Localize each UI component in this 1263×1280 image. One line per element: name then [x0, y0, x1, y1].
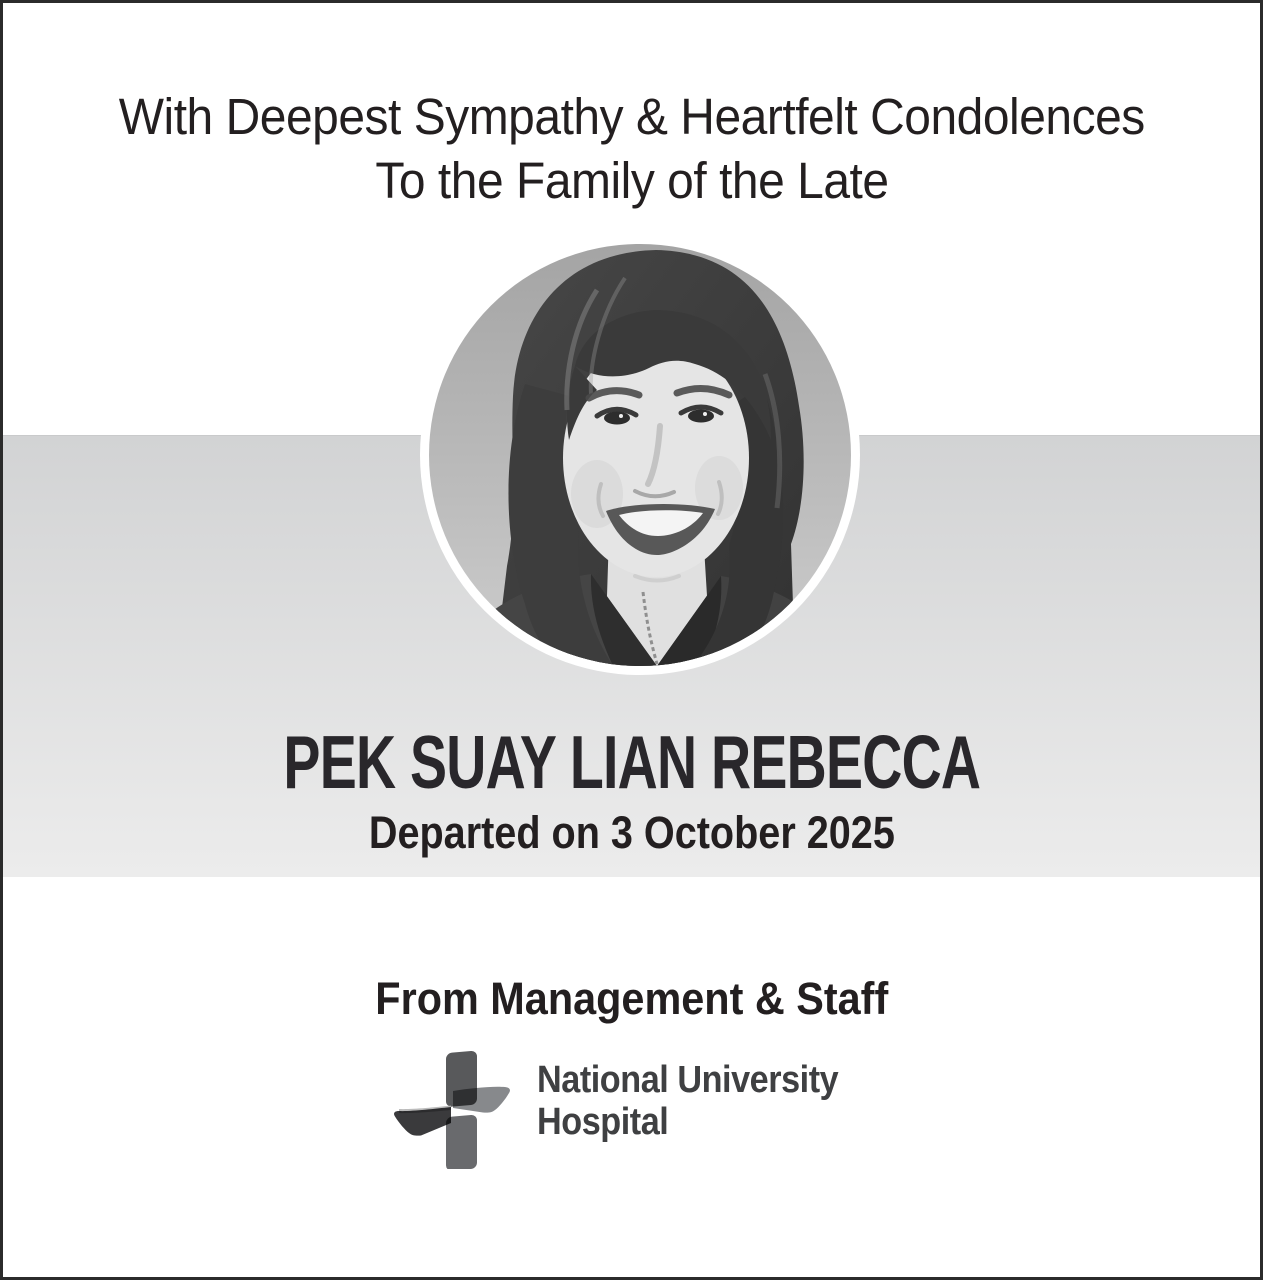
eye-glint-right — [703, 412, 707, 416]
logo-cross-right-leaf — [453, 1087, 510, 1113]
deceased-portrait-photo — [429, 244, 851, 666]
nuh-cross-logo-icon — [391, 1047, 513, 1169]
hospital-name-line-2: Hospital — [537, 1101, 669, 1143]
hospital-name-line-1: National University — [537, 1059, 839, 1101]
deceased-name: PEK SUAY LIAN REBECCA — [283, 720, 980, 804]
header-line-1: With Deepest Sympathy & Heartfelt Condolences — [118, 88, 1145, 145]
logo-cross-left-leaf — [394, 1107, 451, 1136]
hospital-logo — [3, 1047, 1260, 1169]
condolence-header — [3, 85, 1260, 213]
eye-left — [604, 412, 630, 425]
eye-glint-left — [619, 414, 623, 418]
portrait-photo-frame — [420, 235, 860, 675]
departed-date-line: Departed on 3 October 2025 — [368, 807, 895, 858]
eye-right — [688, 410, 714, 423]
header-line-2: To the Family of the Late — [374, 152, 889, 209]
from-line: From Management & Staff — [375, 973, 888, 1024]
portrait-illustration — [429, 244, 851, 666]
hospital-logo-text — [537, 1059, 872, 1143]
